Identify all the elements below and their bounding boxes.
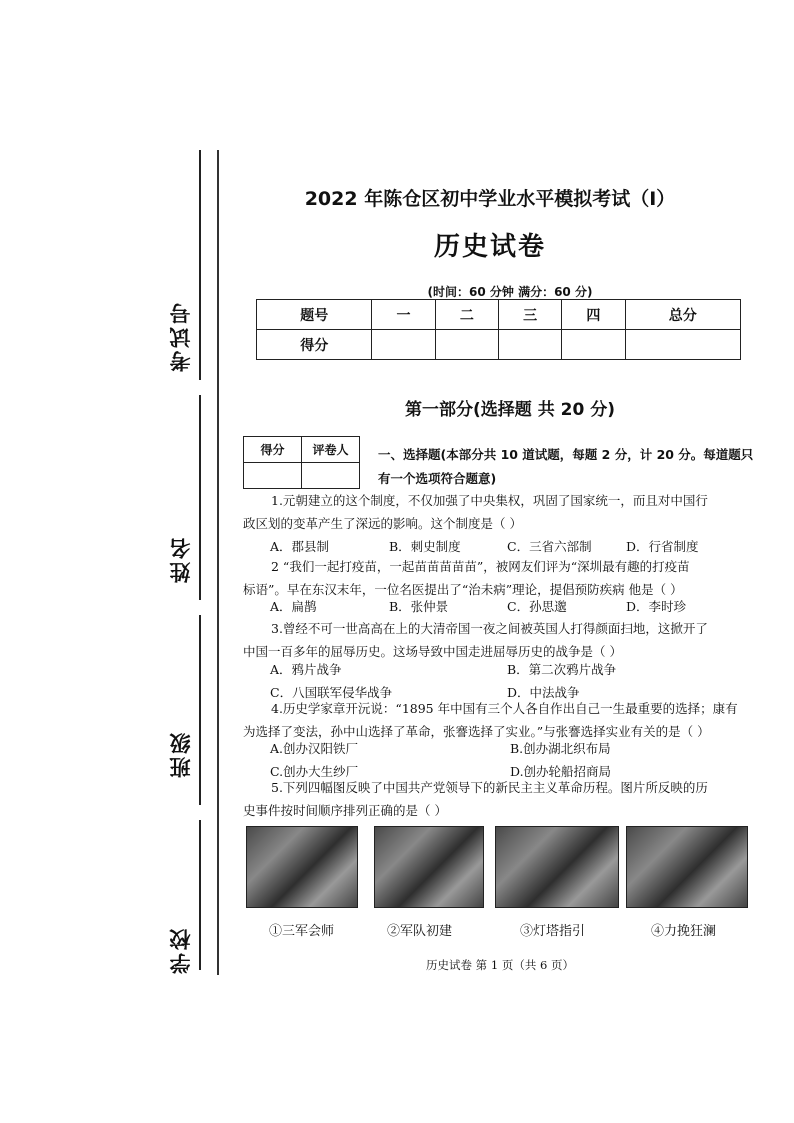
score-cell: 四 — [562, 300, 625, 330]
option-b: B．刺史制度 — [389, 539, 461, 554]
option-a: A．郡县制 — [270, 539, 330, 554]
question-text: 4.历史学家章开沅说：“1895 年中国有三个人各自作出自己一生最重要的选择；康有 — [271, 701, 738, 716]
school-label: 学校 — [169, 926, 193, 974]
class-label: 班级 — [169, 730, 193, 778]
question-5 — [243, 776, 763, 822]
score-cell — [372, 330, 435, 360]
option-a: A．鸦片战争 — [270, 662, 342, 677]
history-photo-1 — [246, 826, 358, 908]
exam-no-label: 考试号 — [169, 300, 193, 372]
option-d: D．李时珍 — [626, 599, 687, 614]
score-cell: 一 — [372, 300, 435, 330]
grader-score-label: 得分 — [244, 437, 302, 463]
subject-title: 历史试卷 — [433, 232, 546, 262]
score-cell: 得分 — [257, 330, 372, 360]
question-text: 2 “我们一起打疫苗，一起苗苗苗苗苗”，被网友们评为“深圳最有趣的打疫苗 — [271, 559, 690, 574]
option-c: C．三省六部制 — [507, 539, 592, 554]
question-3 — [243, 617, 763, 663]
history-photo-3 — [495, 826, 619, 908]
score-cell — [625, 330, 740, 360]
question-text: 史事件按时间顺序排列正确的是（ ） — [243, 803, 447, 818]
page-footer: 历史试卷 第 1 页（共 6 页） — [426, 958, 574, 972]
option-c: C．八国联军侵华战争 — [270, 685, 393, 700]
question-text: 标语”。早在东汉末年，一位名医提出了“治未病”理论，提倡预防疾病 他是（ ） — [243, 582, 683, 597]
section1-line2: 有一个选项符合题意) — [378, 471, 497, 486]
grader-name-cell — [302, 463, 360, 489]
option-c: C.创办大生纱厂 — [270, 764, 359, 779]
photo-caption-1: ①三军会师 — [269, 924, 335, 939]
question-text: 为选择了变法，孙中山选择了革命，张謇选择了实业。”与张謇选择实业有关的是（ ） — [243, 724, 710, 739]
history-photo-4 — [626, 826, 748, 908]
history-photo-2 — [374, 826, 484, 908]
score-table — [256, 299, 741, 360]
name-label: 姓名 — [169, 535, 193, 583]
question-2 — [243, 555, 763, 601]
question-1 — [243, 489, 763, 535]
question-text: 政区划的变革产生了深远的影响。这个制度是（ ） — [243, 516, 522, 531]
option-b: B.创办湖北织布局 — [510, 741, 611, 756]
option-a: A.创办汉阳铁厂 — [270, 741, 359, 756]
score-cell — [562, 330, 625, 360]
option-a: A．扁鹊 — [270, 599, 317, 614]
question-text: 5.下列四幅图反映了中国共产党领导下的新民主主义革命历程。图片所反映的历 — [271, 780, 708, 795]
option-d: D．行省制度 — [626, 539, 699, 554]
cut-line — [217, 150, 219, 975]
option-d: D.创办轮船招商局 — [510, 764, 612, 779]
option-d: D．中法战争 — [507, 685, 580, 700]
section1-line1: 一、选择题(本部分共 10 道试题，每题 2 分，计 20 分。每道题只 — [378, 447, 754, 462]
score-cell: 总分 — [625, 300, 740, 330]
photo-caption-2: ②军队初建 — [387, 924, 453, 939]
section1-heading — [378, 443, 778, 491]
score-value-row — [257, 330, 741, 360]
option-b: B．第二次鸦片战争 — [507, 662, 617, 677]
option-c: C．孙思邈 — [507, 599, 567, 614]
score-cell: 题号 — [257, 300, 372, 330]
score-cell: 三 — [498, 300, 561, 330]
photo-caption-4: ④力挽狂澜 — [651, 924, 717, 939]
score-cell — [435, 330, 498, 360]
grader-name-label: 评卷人 — [302, 437, 360, 463]
time-info: (时间：60 分钟 满分：60 分) — [427, 285, 593, 299]
question-text: 3.曾经不可一世高高在上的大清帝国一夜之间被英国人打得颜面扫地，这掀开了 — [271, 621, 708, 636]
exam-title: 2022 年陈仓区初中学业水平模拟考试（I） — [304, 188, 676, 210]
part1-title: 第一部分(选择题 共 20 分) — [405, 400, 615, 420]
score-cell: 二 — [435, 300, 498, 330]
question-text: 中国一百多年的屈辱历史。这场导致中国走进屈辱历史的战争是（ ） — [243, 644, 622, 659]
question-text: 1.元朝建立的这个制度，不仅加强了中央集权，巩固了国家统一，而且对中国行 — [271, 493, 708, 508]
photo-caption-3: ③灯塔指引 — [520, 924, 586, 939]
question-4 — [243, 697, 763, 743]
option-b: B．张仲景 — [389, 599, 449, 614]
grader-score-cell — [244, 463, 302, 489]
grader-box — [243, 436, 360, 489]
score-header-row — [257, 300, 741, 330]
score-cell — [498, 330, 561, 360]
